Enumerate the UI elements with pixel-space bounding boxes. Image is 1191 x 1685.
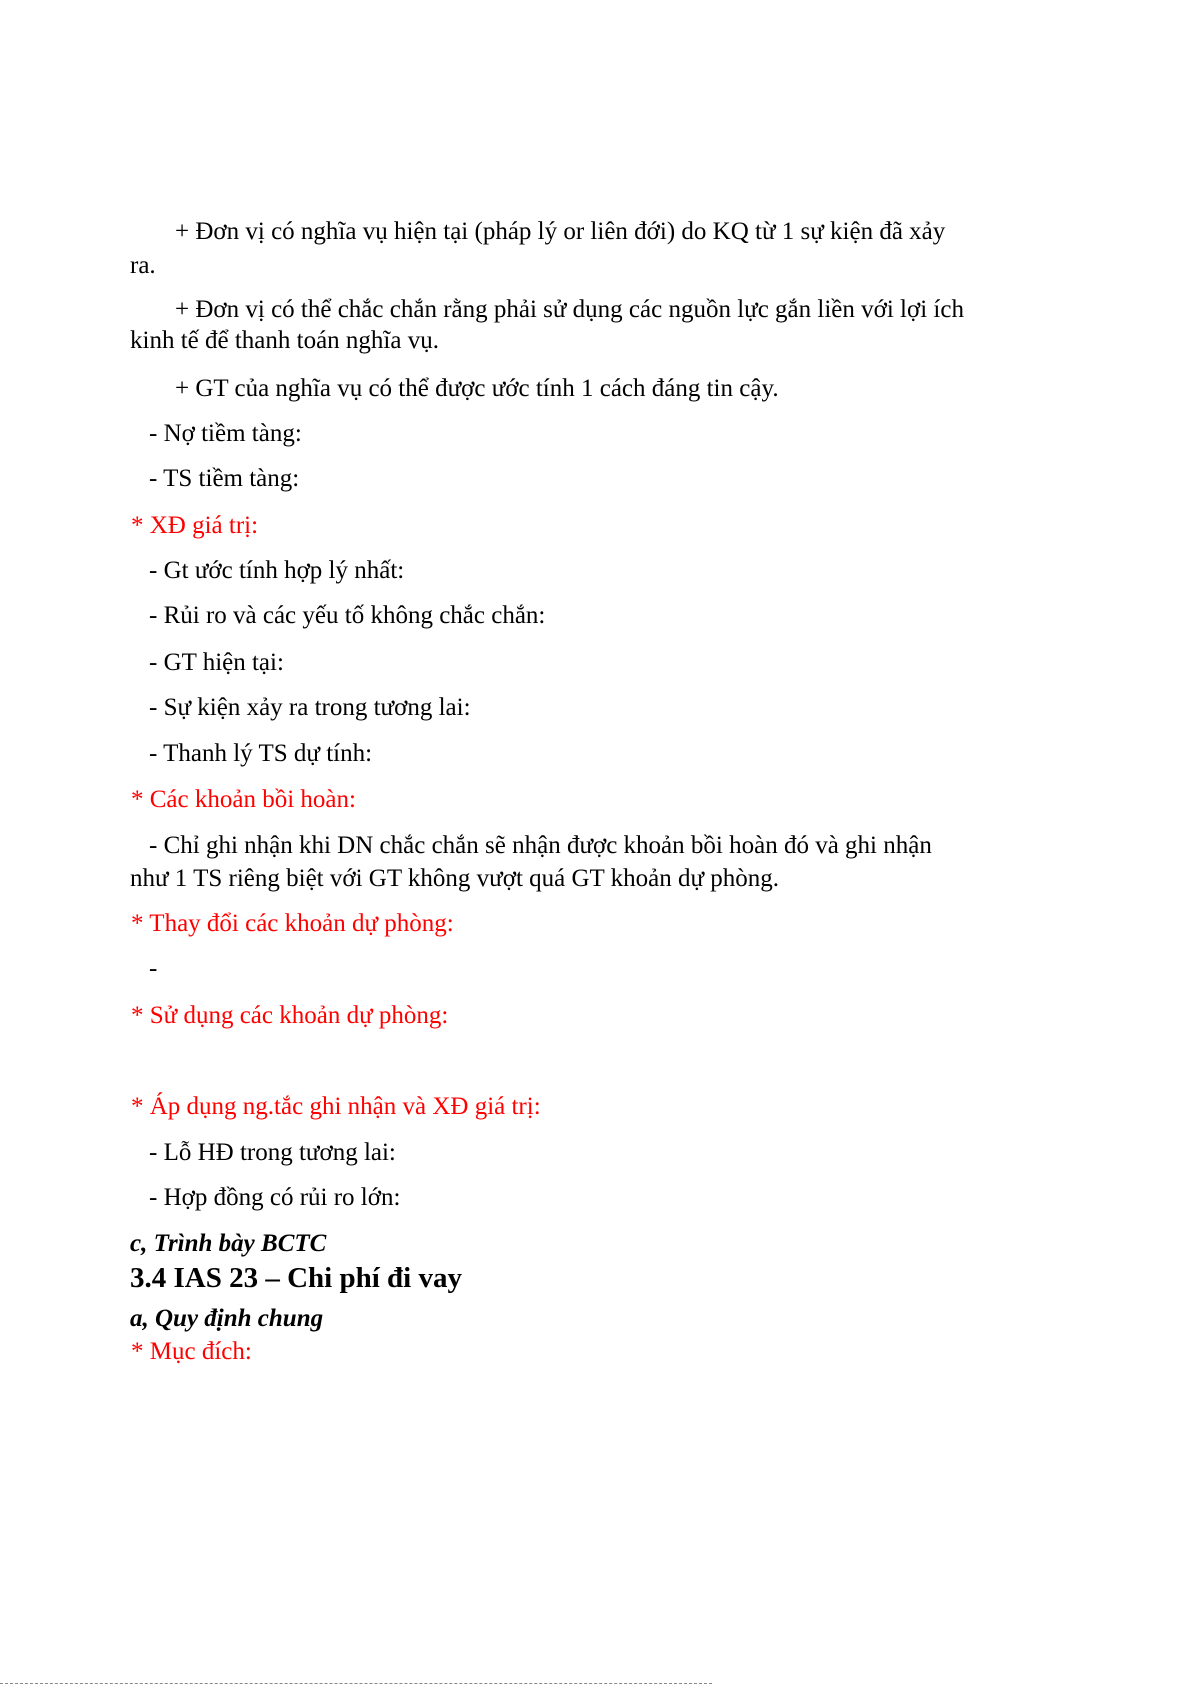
list-item: - Nợ tiềm tàng: (149, 420, 302, 447)
section-heading: * Áp dụng ng.tắc ghi nhận và XĐ giá trị: (131, 1093, 541, 1120)
page-bottom-rule (0, 1683, 712, 1684)
list-item: - (149, 955, 158, 982)
list-item: - Thanh lý TS dự tính: (149, 740, 373, 767)
paragraph-line: + GT của nghĩa vụ có thể được ước tính 1 cách đáng tin cậy. (175, 375, 779, 402)
list-item: - Sự kiện xảy ra trong tương lai: (149, 694, 471, 721)
list-item: - GT hiện tại: (149, 649, 284, 676)
section-heading: * XĐ giá trị: (131, 512, 259, 539)
subsection-heading: c, Trình bày BCTC (130, 1230, 327, 1257)
list-item: - Rủi ro và các yếu tố không chắc chắn: (149, 602, 546, 629)
section-heading: * Các khoản bồi hoàn: (131, 786, 356, 813)
list-item: - Gt ước tính hợp lý nhất: (149, 557, 405, 584)
paragraph-line: + Đơn vị có thể chắc chắn rằng phải sử dụng các nguồn lực gắn liền với lợi ích (175, 296, 964, 323)
section-heading: * Sử dụng các khoản dự phòng: (131, 1002, 449, 1029)
paragraph-line: + Đơn vị có nghĩa vụ hiện tại (pháp lý or liên đới) do KQ từ 1 sự kiện đã xảy (175, 218, 946, 245)
paragraph-line: - Chỉ ghi nhận khi DN chắc chắn sẽ nhận được khoản bồi hoàn đó và ghi nhận (149, 832, 932, 859)
section-title: 3.4 IAS 23 – Chi phí đi vay (130, 1262, 462, 1294)
list-item: - Hợp đồng có rủi ro lớn: (149, 1184, 401, 1211)
subsection-heading: a, Quy định chung (130, 1305, 324, 1332)
paragraph-line: kinh tế để thanh toán nghĩa vụ. (130, 327, 439, 354)
section-heading: * Thay đổi các khoản dự phòng: (131, 910, 454, 937)
list-item: - Lỗ HĐ trong tương lai: (149, 1139, 396, 1166)
list-item: - TS tiềm tàng: (149, 465, 300, 492)
paragraph-line: như 1 TS riêng biệt với GT không vượt quá GT khoản dự phòng. (130, 865, 779, 892)
section-heading: * Mục đích: (131, 1338, 252, 1365)
paragraph-line: ra. (130, 252, 156, 279)
